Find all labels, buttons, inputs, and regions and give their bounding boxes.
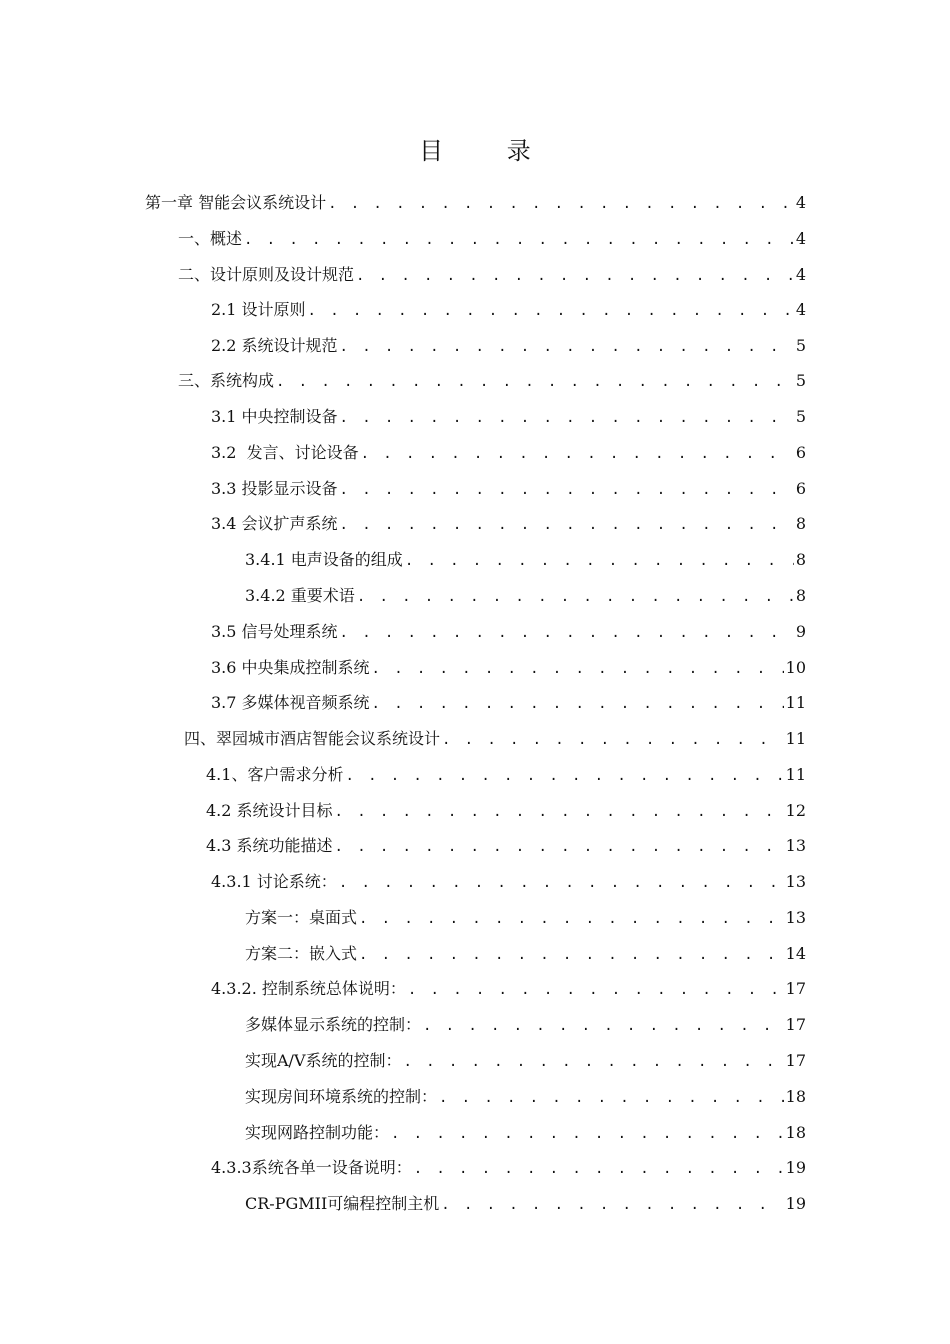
toc-leader	[404, 1047, 784, 1076]
toc-leader	[439, 1083, 784, 1112]
toc-entry-label: 2.1 设计原则	[211, 300, 306, 319]
toc-leader	[356, 261, 794, 290]
toc-leader	[405, 546, 794, 575]
toc-entry-label: 一、概述	[178, 229, 243, 248]
toc-entry-label: 方案二：嵌入式	[245, 944, 358, 963]
toc-entry-page: 13	[785, 836, 806, 855]
toc-entry-page: 13	[785, 872, 806, 891]
toc-entry-page: 9	[795, 622, 806, 641]
toc-entry-page: 4	[795, 265, 806, 284]
toc-entry-page: 11	[785, 729, 806, 748]
toc-leader	[408, 975, 784, 1004]
toc-entry[interactable]	[178, 366, 806, 396]
toc-entry-label: 4.1、客户需求分析	[206, 765, 344, 784]
toc-entry-page: 8	[795, 550, 806, 569]
toc-leader	[372, 654, 784, 683]
toc-entry[interactable]	[211, 402, 806, 432]
toc-entry-page: 10	[785, 658, 806, 677]
toc-entry-label: 实现网路控制功能：	[245, 1123, 390, 1142]
toc-entry[interactable]	[245, 1046, 806, 1076]
toc-entry-page: 6	[795, 443, 806, 462]
toc-entry-page: 17	[785, 1051, 806, 1070]
toc-entry[interactable]	[211, 1153, 806, 1183]
toc-entry-label: 四、翠园城市酒店智能会议系统设计	[184, 729, 441, 748]
toc-entry-label: 2.2 系统设计规范	[211, 336, 338, 355]
toc-entry[interactable]	[211, 331, 806, 361]
toc-leader	[339, 868, 784, 897]
toc-title: 目 录	[419, 137, 559, 165]
toc-leader	[414, 1154, 784, 1183]
toc-entry[interactable]	[245, 1082, 806, 1112]
toc-entry-page: 18	[785, 1123, 806, 1142]
toc-entry-label: CR-PGMII可编程控制主机	[245, 1194, 440, 1213]
toc-leader	[423, 1011, 784, 1040]
toc-entry-page: 6	[795, 479, 806, 498]
toc-entry[interactable]	[211, 653, 806, 683]
toc-entry-page: 11	[785, 765, 806, 784]
toc-leader	[276, 367, 794, 396]
toc-leader	[359, 904, 784, 933]
toc-entry-page: 5	[795, 336, 806, 355]
toc-entry-label: 3.6 中央集成控制系统	[211, 658, 370, 677]
toc-entry[interactable]	[206, 831, 806, 861]
toc-leader	[335, 797, 784, 826]
toc-entry[interactable]	[178, 224, 806, 254]
toc-entry[interactable]	[245, 1118, 806, 1148]
toc-leader	[328, 189, 794, 218]
toc-entry-label: 3.1 中央控制设备	[211, 407, 338, 426]
toc-entry[interactable]	[211, 974, 806, 1004]
toc-entry-label: 多媒体显示系统的控制：	[245, 1015, 422, 1034]
toc-leader	[345, 761, 783, 790]
toc-entry-label: 3.2 发言、讨论设备	[211, 443, 359, 462]
toc-entry[interactable]	[211, 295, 806, 325]
toc-entry[interactable]	[245, 1189, 806, 1219]
toc-leader	[308, 296, 794, 325]
toc-entry[interactable]	[145, 188, 806, 218]
toc-entry[interactable]	[206, 796, 806, 826]
toc-entry[interactable]	[211, 509, 806, 539]
toc-entry-label: 4.3 系统功能描述	[206, 836, 333, 855]
toc-entry[interactable]	[245, 581, 806, 611]
toc-entry-label: 4.2 系统设计目标	[206, 801, 333, 820]
toc-entry-label: 3.5 信号处理系统	[211, 622, 338, 641]
toc-entry-page: 12	[785, 801, 806, 820]
toc-leader	[340, 618, 794, 647]
toc-leader	[340, 475, 794, 504]
toc-entry[interactable]	[211, 438, 806, 468]
toc-entry-label: 二、设计原则及设计规范	[178, 265, 355, 284]
toc-entry-page: 14	[785, 944, 806, 963]
toc-leader	[340, 332, 794, 361]
toc-entry-page: 13	[785, 908, 806, 927]
toc-leader	[441, 1190, 783, 1219]
toc-entry[interactable]	[245, 545, 806, 575]
toc-leader	[442, 725, 784, 754]
toc-entry-page: 5	[795, 407, 806, 426]
toc-entry-label: 三、系统构成	[178, 371, 275, 390]
toc-entry[interactable]	[211, 617, 806, 647]
toc-leader	[372, 689, 784, 718]
toc-entry[interactable]	[245, 939, 806, 969]
toc-entry[interactable]	[206, 760, 806, 790]
toc-entry-label: 3.4.1 电声设备的组成	[245, 550, 403, 569]
toc-entry-page: 4	[795, 193, 806, 212]
toc-entry-page: 5	[795, 371, 806, 390]
toc-entry-page: 19	[785, 1194, 806, 1213]
toc-entry-label: 第一章 智能会议系统设计	[145, 193, 327, 212]
toc-entry-label: 方案一：桌面式	[245, 908, 358, 927]
toc-leader	[391, 1119, 784, 1148]
toc-entry[interactable]	[245, 1010, 806, 1040]
toc-leader	[340, 510, 794, 539]
toc-entry[interactable]	[211, 688, 806, 718]
toc-entry-page: 8	[795, 514, 806, 533]
toc-entry-label: 4.3.3系统各单一设备说明：	[211, 1158, 412, 1177]
toc-entry-page: 18	[785, 1087, 806, 1106]
toc-entry-page: 17	[785, 1015, 806, 1034]
toc-entry-page: 4	[795, 300, 806, 319]
toc-entry-label: 3.3 投影显示设备	[211, 479, 338, 498]
toc-entry-page: 4	[795, 229, 806, 248]
toc-entry-page: 8	[795, 586, 806, 605]
toc-entry[interactable]	[178, 260, 806, 290]
toc-entry-label: 4.3.1 讨论系统：	[211, 872, 337, 891]
toc-entry-label: 实现A/V系统的控制：	[245, 1051, 402, 1070]
toc-entry-page: 19	[785, 1158, 806, 1177]
toc-leader	[340, 403, 794, 432]
toc-entry-label: 3.4.2 重要术语	[245, 586, 355, 605]
toc-leader	[361, 439, 794, 468]
toc-entry-label: 3.7 多媒体视音频系统	[211, 693, 370, 712]
toc-entry-label: 实现房间环境系统的控制：	[245, 1087, 438, 1106]
toc-entry[interactable]	[211, 474, 806, 504]
toc-entry[interactable]	[184, 724, 806, 754]
toc-entry-page: 17	[785, 979, 806, 998]
toc-entry[interactable]	[245, 903, 806, 933]
toc-leader	[244, 225, 794, 254]
toc-entry-label: 3.4 会议扩声系统	[211, 514, 338, 533]
toc-entry[interactable]	[211, 867, 806, 897]
toc-entry-label: 4.3.2. 控制系统总体说明：	[211, 979, 406, 998]
toc-leader	[335, 832, 784, 861]
toc-entry-page: 11	[785, 693, 806, 712]
toc-leader	[359, 940, 784, 969]
toc-leader	[357, 582, 794, 611]
